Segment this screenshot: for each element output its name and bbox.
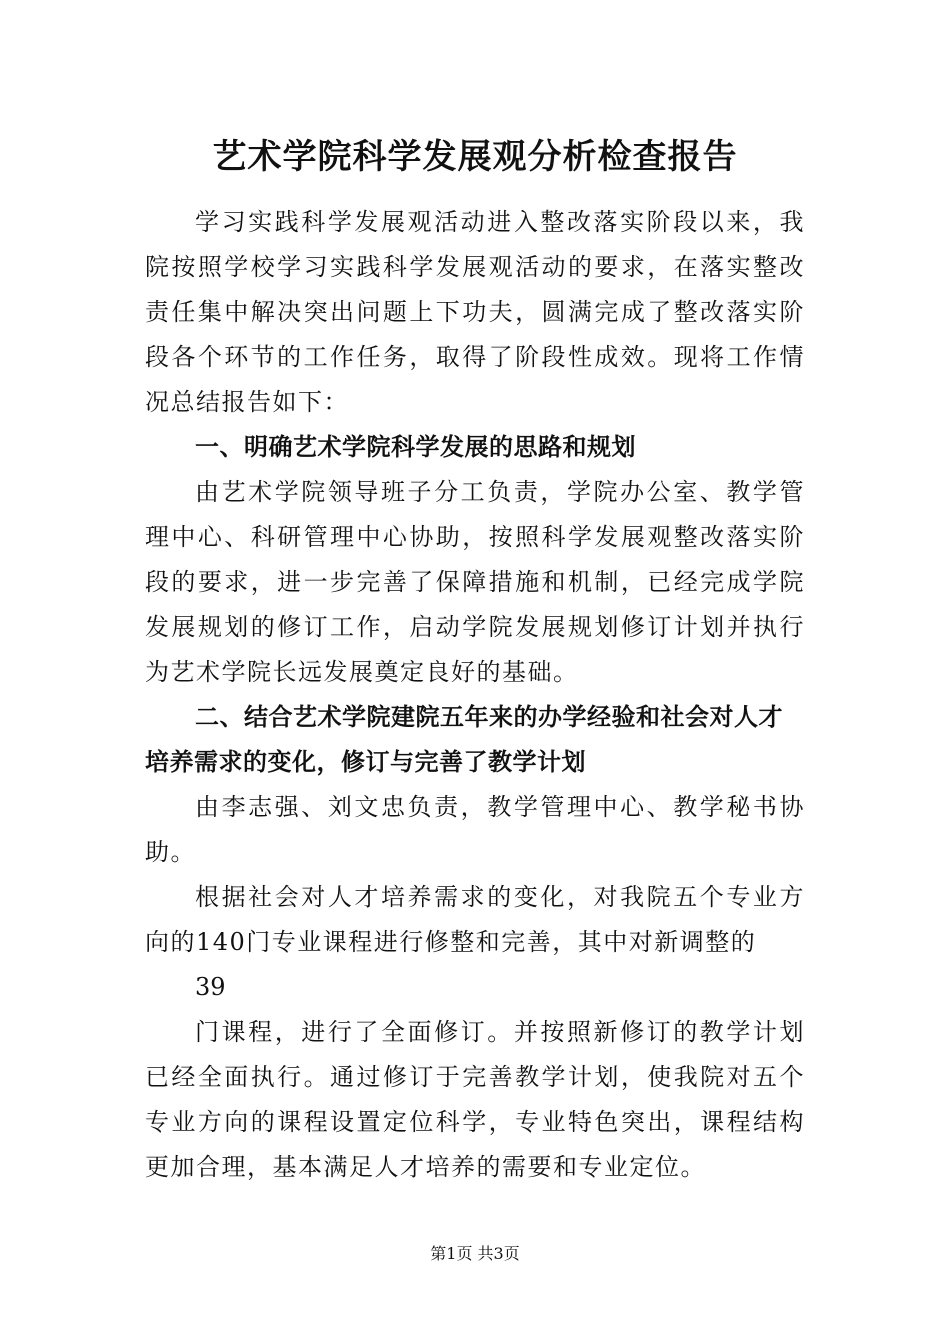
section2-paragraph-1: 由李志强、刘文忠负责，教学管理中心、教学秘书协助。 xyxy=(145,793,805,866)
document-title: 艺术学院科学发展观分析检查报告 xyxy=(212,137,738,177)
page-footer: 第1页 共3页 xyxy=(430,1244,520,1263)
section2-paragraph-3: 门课程，进行了全面修订。并按照新修订的教学计划已经全面执行。通过修订于完善教学计划，使我院对五个专业方向的课程设置定位科学，专业特色突出，课程结构更加合理，基本满足人才培养的需要和专业定位。 xyxy=(145,1018,805,1181)
section2-heading: 二、结合艺术学院建院五年来的办学经验和社会对人才培养需求的变化，修订与完善了教学计划 xyxy=(145,703,783,776)
section1-paragraph: 由艺术学院领导班子分工负责，学院办公室、教学管理中心、科研管理中心协助，按照科学发展观整改落实阶段的要求，进一步完善了保障措施和机制，已经完成学院发展规划的修订工作，启动学院发展规划修订计划并执行为艺术学院长远发展奠定良好的基础。 xyxy=(145,478,805,686)
section2-paragraph-2: 根据社会对人才培养需求的变化，对我院五个专业方向的140门专业课程进行修整和完善，其中对新调整的 xyxy=(145,883,805,956)
document-body xyxy=(145,200,805,1190)
section1-heading: 一、明确艺术学院科学发展的思路和规划 xyxy=(195,433,636,461)
intro-paragraph: 学习实践科学发展观活动进入整改落实阶段以来，我院按照学校学习实践科学发展观活动的要求，在落实整改责任集中解决突出问题上下功夫，圆满完成了整改落实阶段各个环节的工作任务，取得了阶段性成效。现将工作情况总结报告如下： xyxy=(145,208,805,416)
section2-number: 39 xyxy=(195,973,226,1001)
